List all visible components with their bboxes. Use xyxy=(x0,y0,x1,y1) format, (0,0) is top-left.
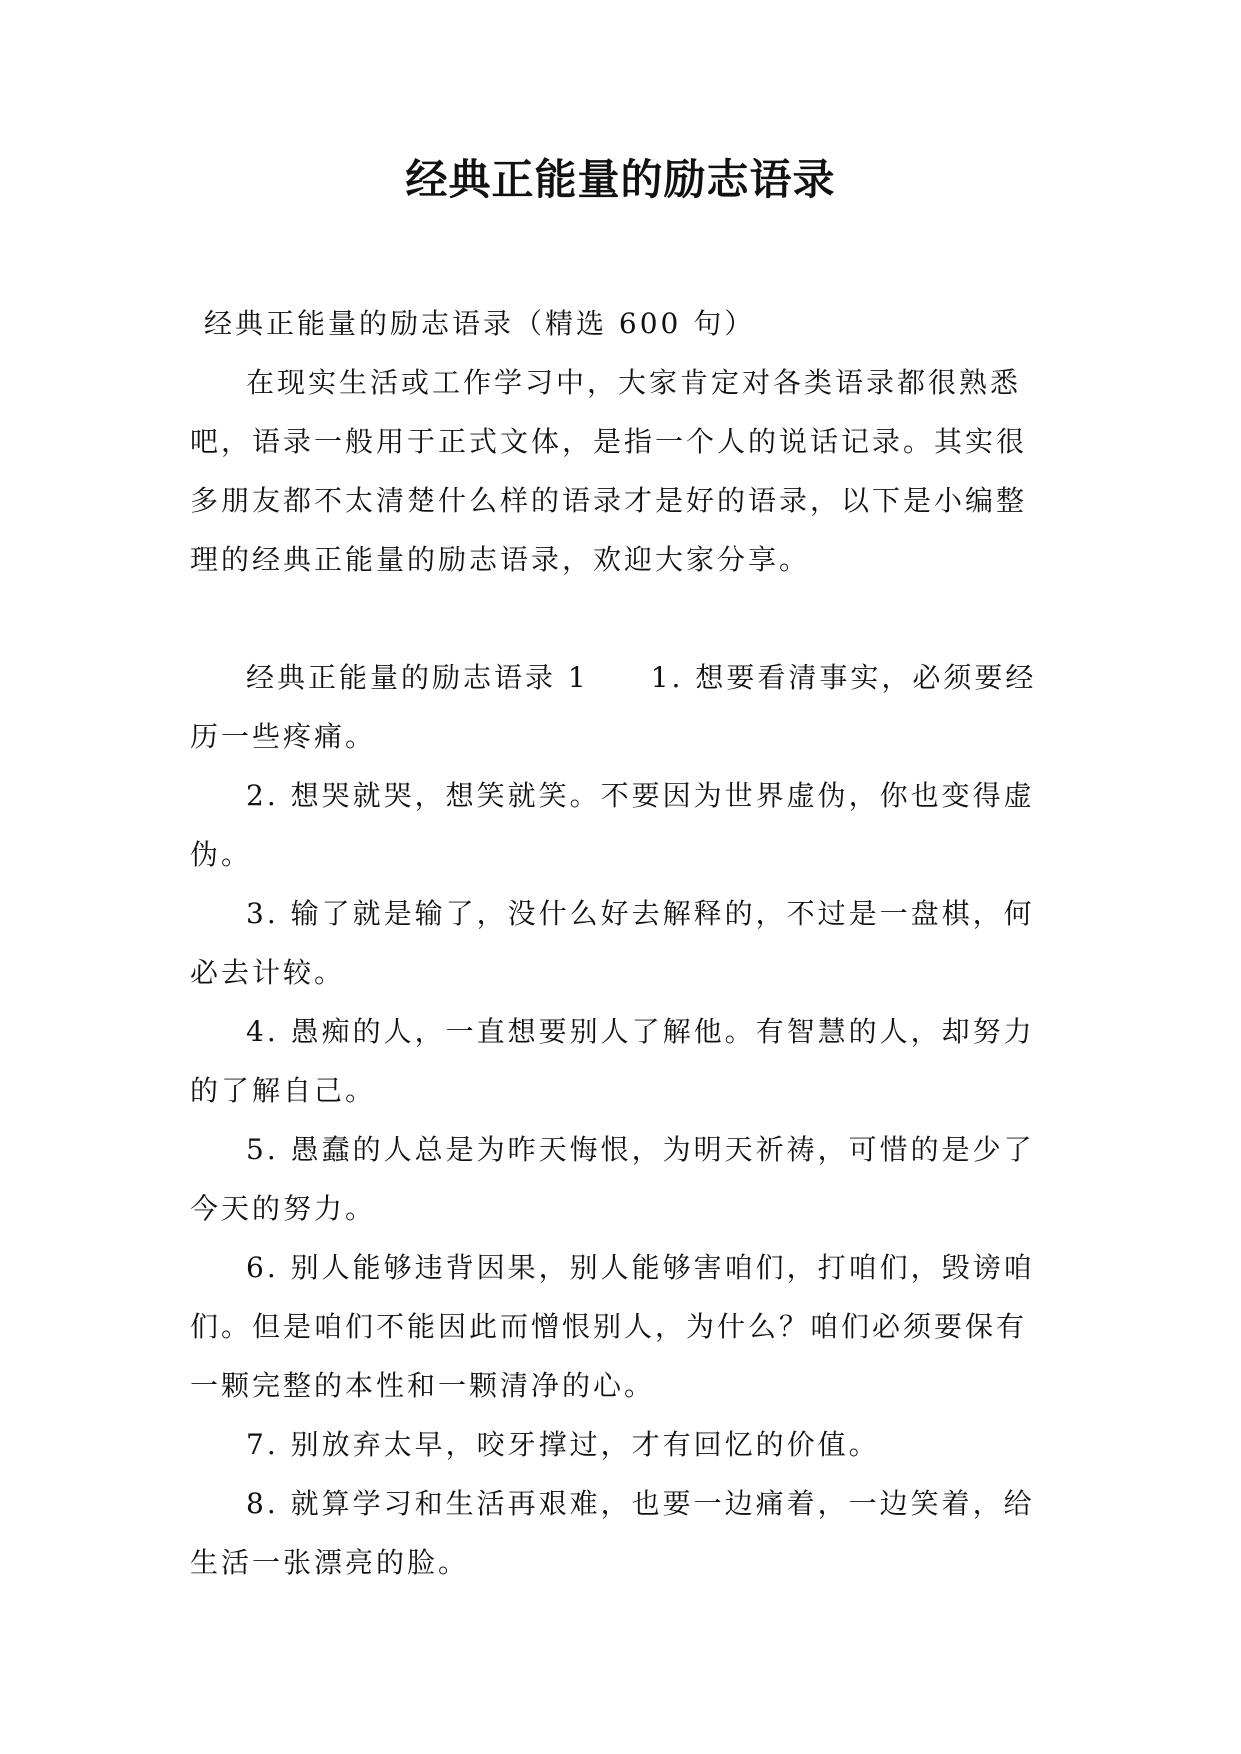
quote-item-1: 经典正能量的励志语录 1 1. 想要看清事实，必须要经历一些疼痛。 xyxy=(190,661,1037,753)
quote-item-6: 6. 别人能够违背因果，别人能够害咱们，打咱们，毁谤咱们。但是咱们不能因此而憎恨别人，为什么？咱们必须要保有一颗完整的本性和一颗清净的心。 xyxy=(190,1251,1035,1402)
paragraph-spacer xyxy=(190,589,1052,648)
document-title: 经典正能量的励志语录 xyxy=(405,155,836,204)
quote-item-5: 5. 愚蠢的人总是为昨天悔恨，为明天祈祷，可惜的是少了今天的努力。 xyxy=(190,1133,1035,1225)
quote-item-4: 4. 愚痴的人，一直想要别人了解他。有智慧的人，却努力的了解自己。 xyxy=(190,1015,1035,1107)
intro-paragraph: 在现实生活或工作学习中，大家肯定对各类语录都很熟悉吧，语录一般用于正式文体，是指一个人的说话记录。其实很多朋友都不太清楚什么样的语录才是好的语录，以下是小编整理的经典正能量的励志语录，欢迎大家分享。 xyxy=(190,366,1028,576)
quote-item-3: 3. 输了就是输了，没什么好去解释的，不过是一盘棋，何必去计较。 xyxy=(190,897,1035,989)
quote-item-2: 2. 想哭就哭，想笑就笑。不要因为世界虚伪，你也变得虚伪。 xyxy=(190,779,1035,871)
document-body xyxy=(190,294,1052,1592)
quote-item-8: 8. 就算学习和生活再艰难，也要一边痛着，一边笑着，给生活一张漂亮的脸。 xyxy=(190,1487,1035,1579)
quote-item-7: 7. 别放弃太早，咬牙撑过，才有回忆的价值。 xyxy=(246,1428,880,1461)
document-subtitle: 经典正能量的励志语录（精选 600 句） xyxy=(204,307,756,340)
